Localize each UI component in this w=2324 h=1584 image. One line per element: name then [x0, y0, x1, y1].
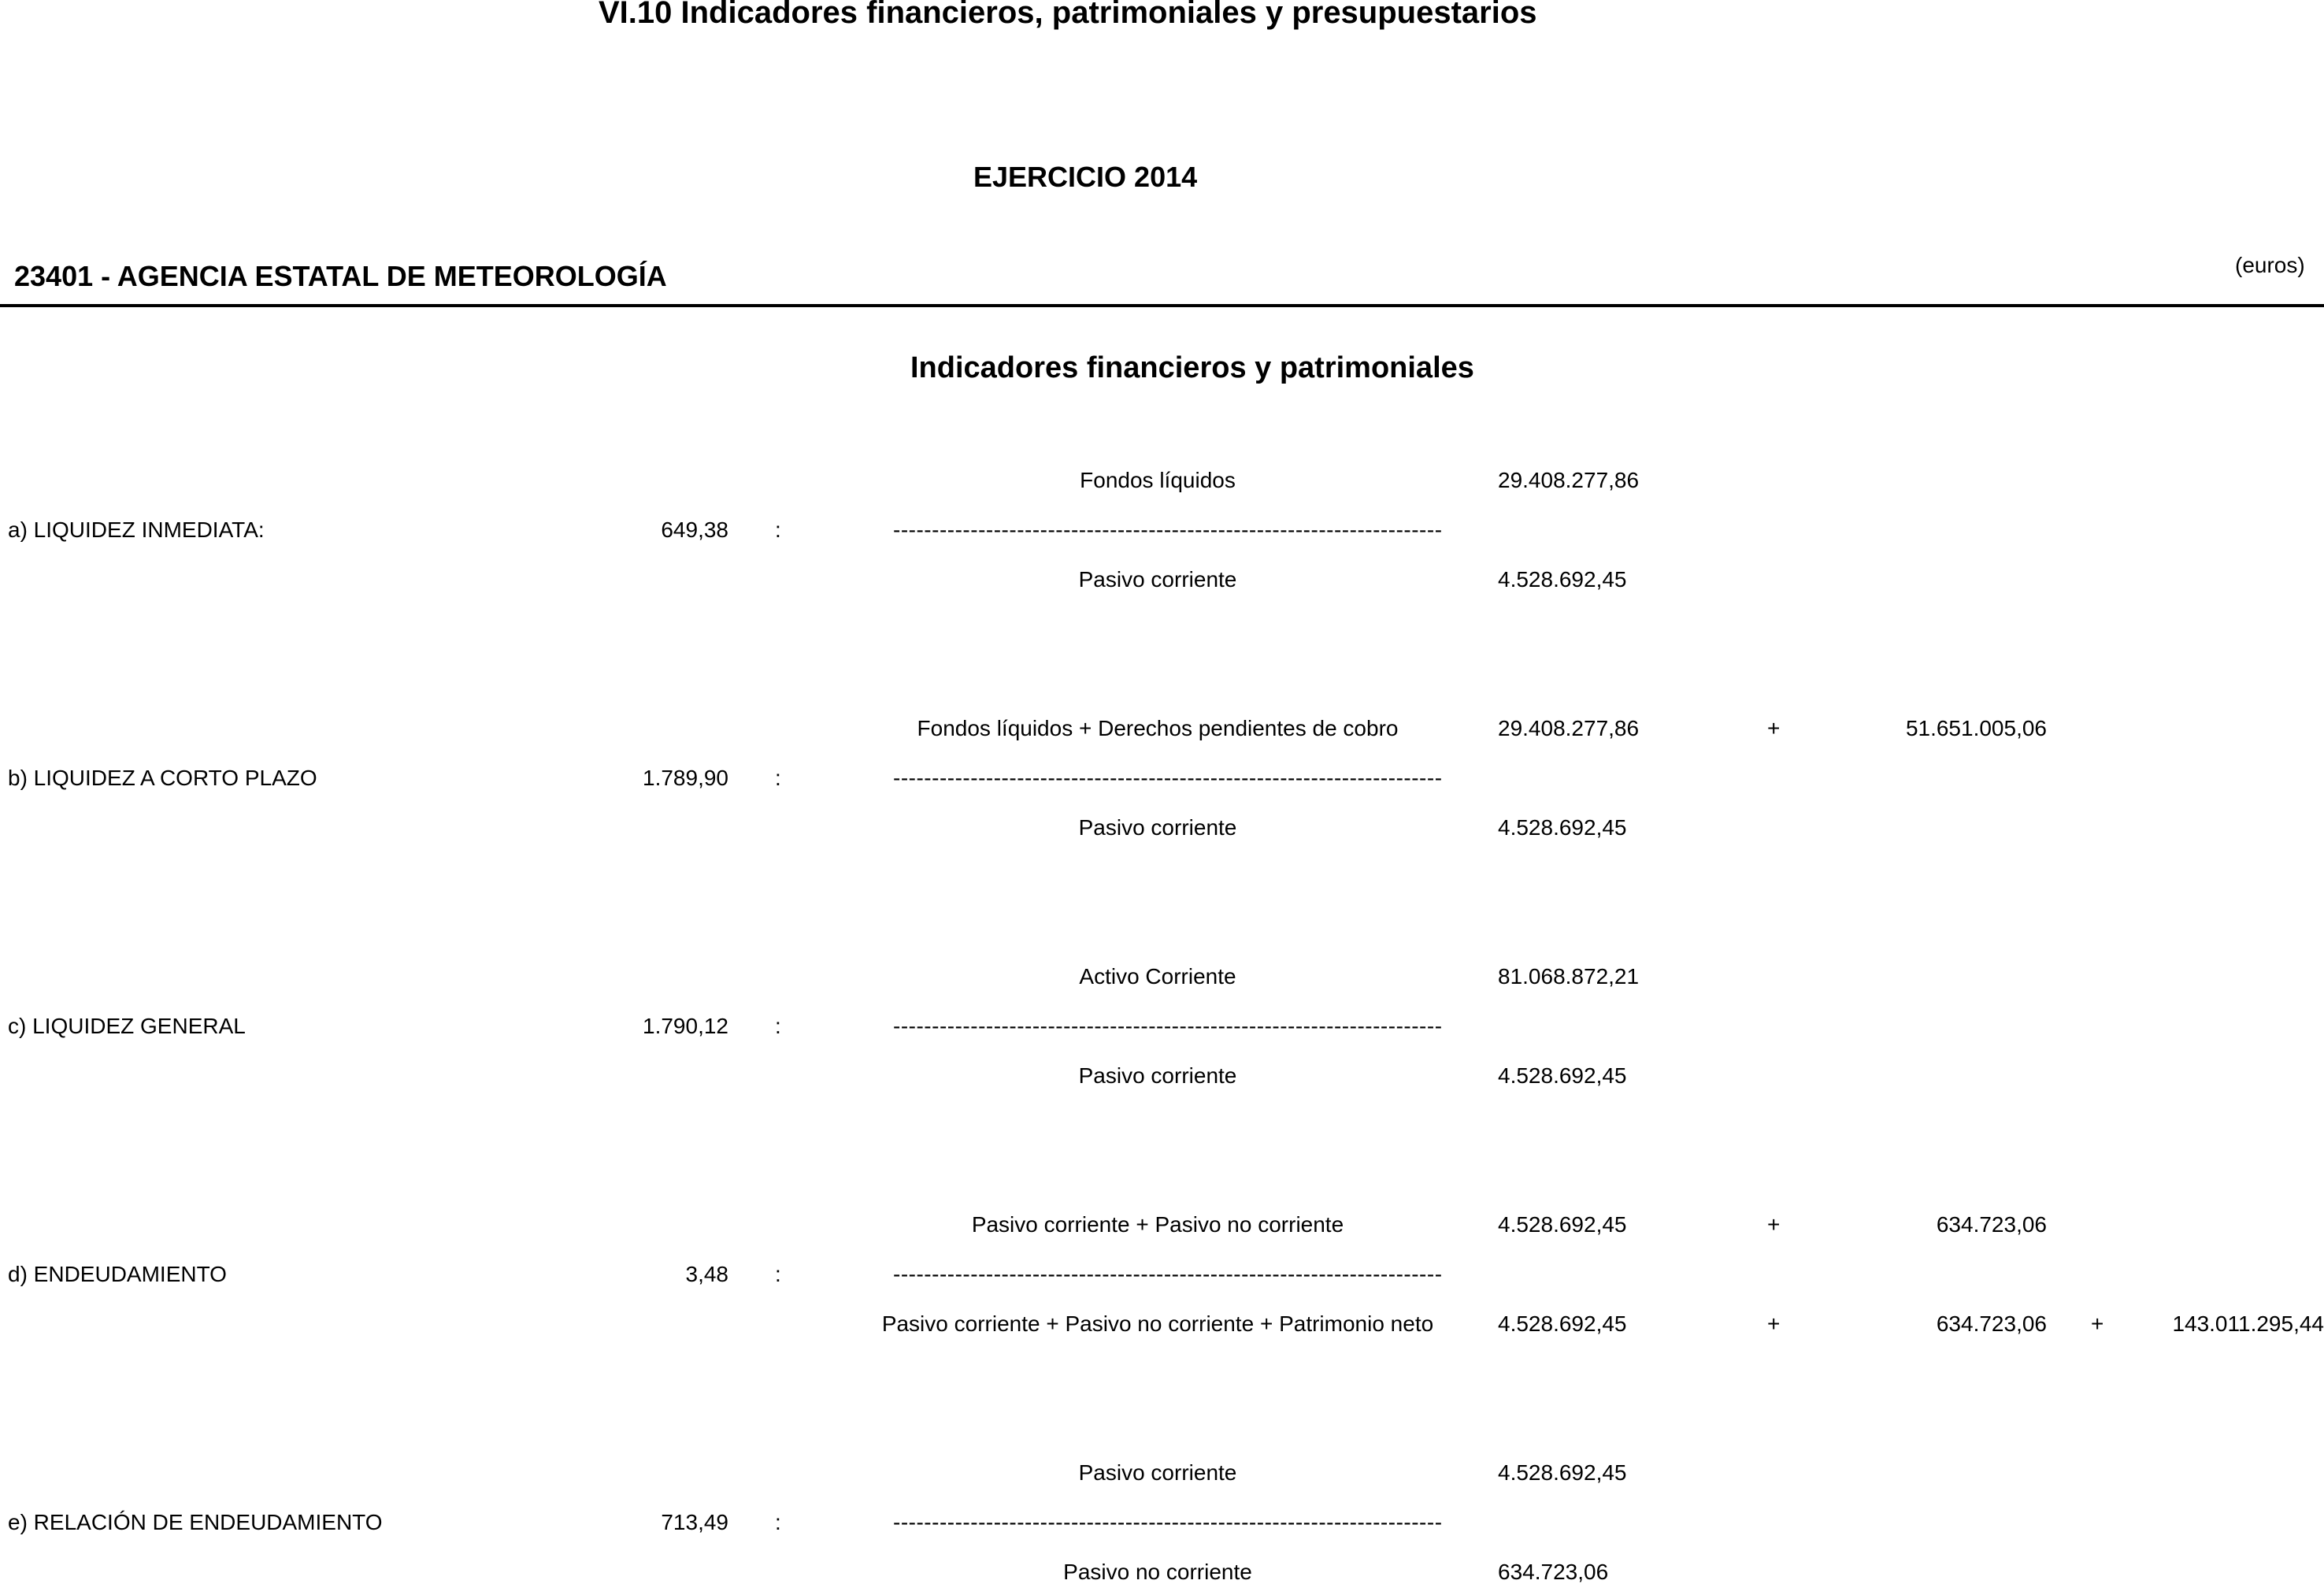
numerator-label: Pasivo corriente — [1078, 1460, 1237, 1485]
indicator-value: 1.790,12 — [643, 1014, 728, 1038]
numerator-value: 29.408.277,86 — [1498, 716, 1640, 740]
denominator-label: Pasivo corriente — [1078, 1063, 1237, 1088]
fraction-dashes: ----------------------------------------------------------------------- — [893, 517, 1443, 542]
indicator-label: e) RELACIÓN DE ENDEUDAMIENTO — [8, 1510, 383, 1534]
header-divider — [0, 304, 2324, 307]
denominator-value: 634.723,06 — [1498, 1560, 1609, 1584]
section-title: Indicadores financieros y patrimoniales — [910, 351, 1474, 384]
numerator-operator: + — [1767, 1212, 1781, 1237]
indicator-label: d) ENDEUDAMIENTO — [8, 1262, 227, 1286]
numerator-label: Fondos líquidos + Derechos pendientes de cobro — [917, 716, 1399, 740]
colon: : — [775, 1510, 781, 1534]
denominator-value: 4.528.692,45 — [1498, 1311, 1627, 1336]
numerator-value: 81.068.872,21 — [1498, 964, 1640, 989]
numerator-operator: + — [1767, 716, 1781, 740]
denominator-value: 4.528.692,45 — [1498, 1063, 1627, 1088]
denominator-value: 143.011.295,44 — [2172, 1311, 2324, 1336]
indicator-value: 3,48 — [685, 1262, 728, 1286]
numerator-label: Activo Corriente — [1079, 964, 1236, 989]
numerator-value: 29.408.277,86 — [1498, 468, 1640, 492]
colon: : — [775, 1262, 781, 1286]
numerator-value: 4.528.692,45 — [1498, 1212, 1627, 1237]
denominator-label: Pasivo no corriente — [1063, 1560, 1252, 1584]
entity-name: 23401 - AGENCIA ESTATAL DE METEOROLOGÍA — [14, 260, 667, 292]
fraction-dashes: ----------------------------------------------------------------------- — [893, 1014, 1443, 1038]
colon: : — [775, 1014, 781, 1038]
numerator-label: Pasivo corriente + Pasivo no corriente — [971, 1212, 1344, 1237]
numerator-value: 51.651.005,06 — [1905, 716, 2047, 740]
fraction-dashes: ----------------------------------------------------------------------- — [893, 766, 1443, 790]
indicator-value: 649,38 — [661, 517, 728, 542]
indicator-label: b) LIQUIDEZ A CORTO PLAZO — [8, 766, 317, 790]
denominator-label: Pasivo corriente — [1078, 815, 1237, 840]
fraction-dashes: ----------------------------------------------------------------------- — [893, 1262, 1443, 1286]
indicator-value: 1.789,90 — [643, 766, 728, 790]
colon: : — [775, 766, 781, 790]
numerator-value: 4.528.692,45 — [1498, 1460, 1627, 1485]
denominator-operator: + — [2091, 1311, 2104, 1336]
denominator-value: 4.528.692,45 — [1498, 815, 1627, 840]
fraction-dashes: ----------------------------------------------------------------------- — [893, 1510, 1443, 1534]
indicator-label: c) LIQUIDEZ GENERAL — [8, 1014, 246, 1038]
page-title: VI.10 Indicadores financieros, patrimoniales y presupuestarios — [599, 0, 1537, 30]
denominator-label: Pasivo corriente + Pasivo no corriente + Patrimonio neto — [881, 1311, 1434, 1336]
denominator-operator: + — [1767, 1311, 1781, 1336]
colon: : — [775, 517, 781, 542]
indicator-value: 713,49 — [661, 1510, 728, 1534]
denominator-value: 634.723,06 — [1936, 1311, 2047, 1336]
numerator-value: 634.723,06 — [1936, 1212, 2047, 1237]
denominator-label: Pasivo corriente — [1078, 567, 1237, 592]
indicator-label: a) LIQUIDEZ INMEDIATA: — [8, 517, 265, 542]
currency-note: (euros) — [2235, 253, 2305, 277]
numerator-label: Fondos líquidos — [1080, 468, 1236, 492]
exercise-title: EJERCICIO 2014 — [973, 161, 1198, 193]
denominator-value: 4.528.692,45 — [1498, 567, 1627, 592]
